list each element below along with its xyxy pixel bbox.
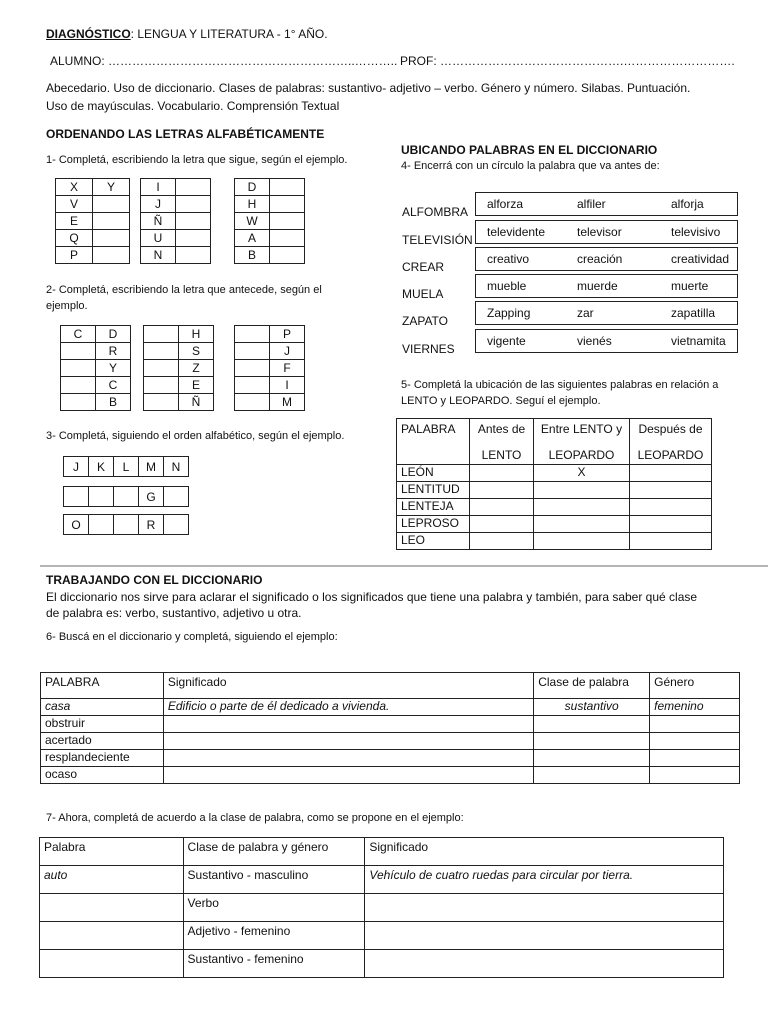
- blank-cell[interactable]: [176, 247, 211, 264]
- ex7-cell[interactable]: [40, 950, 184, 978]
- blank-cell[interactable]: [89, 515, 114, 535]
- ex7-header: Clase de palabra y género: [183, 838, 365, 866]
- letter-cell: K: [89, 457, 114, 477]
- ex4-option[interactable]: vietnamita: [671, 334, 726, 348]
- blank-cell[interactable]: [270, 179, 305, 196]
- ex7-cell[interactable]: [365, 922, 724, 950]
- ex6-example-cell: Edificio o parte de él dedicado a vivienda.: [163, 699, 533, 716]
- ex5-header: PALABRA: [401, 422, 456, 436]
- ex4-word: CREAR: [402, 260, 445, 274]
- ex3-row-3: [63, 514, 189, 535]
- blank-cell[interactable]: [89, 487, 114, 507]
- ex6-answer-cell[interactable]: [650, 750, 740, 767]
- ex3-row-1: [63, 456, 189, 477]
- letter-cell: E: [179, 377, 214, 394]
- ex6-answer-cell[interactable]: [163, 733, 533, 750]
- ex3-instruction: 3- Completá, siguiendo el orden alfabético, según el ejemplo.: [46, 430, 345, 442]
- letter-cell: C: [61, 326, 96, 343]
- ex4-option[interactable]: mueble: [487, 279, 527, 293]
- ex6-word: ocaso: [41, 767, 164, 784]
- ex6-example-cell: sustantivo: [534, 699, 650, 716]
- ex5-cell[interactable]: X: [534, 465, 630, 482]
- ex6-answer-cell[interactable]: [534, 716, 650, 733]
- ex6-answer-cell[interactable]: [163, 767, 533, 784]
- blank-cell[interactable]: [61, 343, 96, 360]
- letter-cell: M: [270, 394, 305, 411]
- ex6-answer-cell[interactable]: [163, 716, 533, 733]
- letter-cell: Y: [93, 179, 130, 196]
- ex5-header: Entre LENTO y: [540, 422, 623, 436]
- ex4-option[interactable]: creativo: [487, 252, 530, 266]
- ex4-instruction: 4- Encerrá con un círculo la palabra que va antes de:: [401, 160, 660, 172]
- ex4-word: MUELA: [402, 287, 444, 301]
- letter-cell: S: [179, 343, 214, 360]
- ex2-grid-3: [234, 325, 305, 411]
- letter-cell: N: [164, 457, 189, 477]
- ex7-class-cell: Sustantivo - femenino: [183, 950, 365, 978]
- page-title: [46, 27, 328, 41]
- ex6-header: Clase de palabra: [534, 673, 650, 699]
- ex2-instruction-2: ejemplo.: [46, 300, 88, 312]
- ex4-option[interactable]: Zapping: [487, 306, 531, 320]
- letter-cell: V: [56, 196, 93, 213]
- ex7-header: Palabra: [40, 838, 184, 866]
- ex6-answer-cell[interactable]: [534, 767, 650, 784]
- ex4-option[interactable]: zapatilla: [671, 306, 716, 320]
- ex2-instruction-1: 2- Completá, escribiendo la letra que antecede, según el: [46, 284, 322, 296]
- blank-cell[interactable]: [93, 247, 130, 264]
- ex7-instruction: 7- Ahora, completá de acuerdo a la clase de palabra, como se propone en el ejemplo:: [46, 812, 464, 824]
- ex1-instruction: 1- Completá, escribiendo la letra que sigue, según el ejemplo.: [46, 154, 348, 166]
- blank-cell[interactable]: [176, 230, 211, 247]
- blank-cell[interactable]: [144, 377, 179, 394]
- ex7-header: Significado: [365, 838, 724, 866]
- blank-cell[interactable]: [164, 515, 189, 535]
- title-prefix: DIAGNÓSTICO: [46, 27, 131, 41]
- blank-cell[interactable]: [270, 196, 305, 213]
- ex6-word: acertado: [41, 733, 164, 750]
- work-paragraph-2: de palabra es: verbo, sustantivo, adjetivo u otra.: [46, 606, 302, 620]
- letter-cell: C: [96, 377, 131, 394]
- ex5-word: LENTITUD: [397, 482, 470, 499]
- ex6-answer-cell[interactable]: [534, 733, 650, 750]
- ex6-example-cell: casa: [41, 699, 164, 716]
- ex6-answer-cell[interactable]: [650, 716, 740, 733]
- letter-cell: B: [235, 247, 270, 264]
- blank-cell[interactable]: [235, 326, 270, 343]
- ex7-class-cell: Sustantivo - masculino: [183, 866, 365, 894]
- ex6-word: resplandeciente: [41, 750, 164, 767]
- ex5-word: LEÓN: [397, 465, 470, 482]
- ex6-word: obstruir: [41, 716, 164, 733]
- ex5-header-line-2: LEOPARDO: [548, 448, 615, 462]
- ex4-word: TELEVISIÓN: [402, 233, 473, 247]
- letter-cell: Y: [96, 360, 131, 377]
- ex3-row-2: [63, 486, 189, 507]
- section-work-title: TRABAJANDO CON EL DICCIONARIO: [46, 573, 263, 587]
- ex5-cell[interactable]: [630, 482, 712, 499]
- blank-cell[interactable]: [235, 343, 270, 360]
- letter-cell: B: [96, 394, 131, 411]
- ex5-cell[interactable]: [534, 533, 630, 550]
- ex4-option[interactable]: vienés: [577, 334, 612, 348]
- ex4-option[interactable]: zar: [577, 306, 594, 320]
- blank-cell[interactable]: [144, 394, 179, 411]
- ex6-example-cell: femenino: [650, 699, 740, 716]
- letter-cell: W: [235, 213, 270, 230]
- ex5-header: Antes de: [477, 422, 526, 436]
- ex5-cell[interactable]: [534, 499, 630, 516]
- blank-cell[interactable]: [93, 213, 130, 230]
- ex1-grid-2: [140, 178, 211, 264]
- ex7-table: [39, 837, 724, 978]
- ex5-header-line-2: LENTO: [481, 448, 522, 462]
- blank-cell[interactable]: [270, 247, 305, 264]
- ex7-class-cell: Adjetivo - femenino: [183, 922, 365, 950]
- ex6-answer-cell[interactable]: [650, 767, 740, 784]
- ex5-table: [396, 418, 712, 550]
- ex5-cell[interactable]: [630, 465, 712, 482]
- letter-cell: J: [270, 343, 305, 360]
- ex4-word: ALFOMBRA: [402, 205, 469, 219]
- ex4-option[interactable]: televidente: [487, 225, 546, 239]
- ex6-header: Género: [650, 673, 740, 699]
- blank-cell[interactable]: [235, 394, 270, 411]
- ex5-word: LEO: [397, 533, 470, 550]
- ex6-answer-cell[interactable]: [650, 733, 740, 750]
- ex5-header: Después de: [638, 422, 703, 436]
- ex6-header: PALABRA: [41, 673, 164, 699]
- letter-cell: O: [64, 515, 89, 535]
- ex5-cell[interactable]: [470, 482, 534, 499]
- ex5-cell[interactable]: [534, 482, 630, 499]
- ex6-table: [40, 672, 740, 784]
- ex7-class-cell: Verbo: [183, 894, 365, 922]
- topics-line-1: Abecedario. Uso de diccionario. Clases de palabras: sustantivo- adjetivo – verbo. Género y número. Silabas. Puntuación.: [46, 81, 691, 95]
- ex2-grid-2: [143, 325, 214, 411]
- letter-cell: J: [64, 457, 89, 477]
- ex5-instruction-1: 5- Completá la ubicación de las siguientes palabras en relación a: [401, 379, 719, 391]
- letter-cell: H: [235, 196, 270, 213]
- ex5-cell[interactable]: [470, 516, 534, 533]
- blank-cell[interactable]: [114, 487, 139, 507]
- topics-line-2: Uso de mayúsculas. Vocabulario. Comprensión Textual: [46, 99, 340, 113]
- ex4-option[interactable]: creación: [577, 252, 623, 266]
- work-paragraph-1: El diccionario nos sirve para aclarar el significado o los significados que tiene una palabra y también, para saber qué clase: [46, 590, 698, 604]
- section-dict-title: UBICANDO PALABRAS EN EL DICCIONARIO: [401, 143, 658, 157]
- section-alpha-title: ORDENANDO LAS LETRAS ALFABÉTICAMENTE: [46, 127, 325, 141]
- letter-cell: D: [96, 326, 131, 343]
- letter-cell: Q: [56, 230, 93, 247]
- ex7-cell: auto: [40, 866, 184, 894]
- ex5-cell[interactable]: [630, 516, 712, 533]
- ex4-option[interactable]: alforja: [671, 197, 704, 211]
- blank-cell[interactable]: [114, 515, 139, 535]
- ex5-instruction-2: LENTO y LEOPARDO. Seguí el ejemplo.: [401, 395, 601, 407]
- ex5-word: LEPROSO: [397, 516, 470, 533]
- letter-cell: I: [270, 377, 305, 394]
- blank-cell[interactable]: [270, 213, 305, 230]
- blank-cell[interactable]: [93, 230, 130, 247]
- ex7-cell[interactable]: [40, 894, 184, 922]
- ex5-cell[interactable]: [470, 465, 534, 482]
- letter-cell: E: [56, 213, 93, 230]
- blank-cell[interactable]: [61, 394, 96, 411]
- ex5-cell[interactable]: [630, 533, 712, 550]
- blank-cell[interactable]: [176, 196, 211, 213]
- ex4-option[interactable]: vigente: [487, 334, 526, 348]
- blank-cell[interactable]: [270, 230, 305, 247]
- letter-cell: P: [270, 326, 305, 343]
- blank-cell[interactable]: [144, 326, 179, 343]
- ex7-cell[interactable]: [40, 922, 184, 950]
- ex6-answer-cell[interactable]: [163, 750, 533, 767]
- blank-cell[interactable]: [61, 377, 96, 394]
- blank-cell[interactable]: [176, 179, 211, 196]
- letter-cell: X: [56, 179, 93, 196]
- blank-cell[interactable]: [61, 360, 96, 377]
- blank-cell[interactable]: [93, 196, 130, 213]
- ex4-word: VIERNES: [402, 342, 455, 356]
- ex5-cell[interactable]: [534, 516, 630, 533]
- letter-cell: R: [139, 515, 164, 535]
- letter-cell: R: [96, 343, 131, 360]
- title-rest: : LENGUA Y LITERATURA - 1° AÑO.: [130, 27, 328, 41]
- ex6-instruction: 6- Buscá en el diccionario y completá, siguiendo el ejemplo:: [46, 631, 338, 643]
- letter-cell: P: [56, 247, 93, 264]
- ex4-option[interactable]: televisor: [577, 225, 622, 239]
- ex5-cell[interactable]: [470, 533, 534, 550]
- ex5-cell[interactable]: [630, 499, 712, 516]
- letter-cell: D: [235, 179, 270, 196]
- ex6-answer-cell[interactable]: [534, 750, 650, 767]
- ex4-option[interactable]: alforza: [487, 197, 524, 211]
- blank-cell[interactable]: [64, 487, 89, 507]
- letter-cell: Z: [179, 360, 214, 377]
- ex2-grid-1: [60, 325, 131, 411]
- letter-cell: Ñ: [179, 394, 214, 411]
- ex4-word: ZAPATO: [402, 314, 449, 328]
- ex4-option[interactable]: muerde: [577, 279, 618, 293]
- ex1-grid-1: [55, 178, 130, 264]
- letter-cell: J: [141, 196, 176, 213]
- letter-cell: L: [114, 457, 139, 477]
- blank-cell[interactable]: [144, 343, 179, 360]
- ex4-option[interactable]: muerte: [671, 279, 709, 293]
- letter-cell: F: [270, 360, 305, 377]
- letter-cell: G: [139, 487, 164, 507]
- prof-field[interactable]: PROF: ……………………………………….……………………….: [400, 54, 735, 68]
- letter-cell: N: [141, 247, 176, 264]
- blank-cell[interactable]: [176, 213, 211, 230]
- ex5-header-line-2: LEOPARDO: [637, 448, 704, 462]
- ex5-cell[interactable]: [470, 499, 534, 516]
- letter-cell: Ñ: [141, 213, 176, 230]
- letter-cell: A: [235, 230, 270, 247]
- letter-cell: H: [179, 326, 214, 343]
- ex6-header: Significado: [163, 673, 533, 699]
- ex7-cell[interactable]: [365, 894, 724, 922]
- ex4-option[interactable]: alfiler: [577, 197, 606, 211]
- letter-cell: U: [141, 230, 176, 247]
- letter-cell: M: [139, 457, 164, 477]
- blank-cell[interactable]: [144, 360, 179, 377]
- blank-cell[interactable]: [164, 487, 189, 507]
- ex7-cell[interactable]: [365, 950, 724, 978]
- alumno-field[interactable]: ALUMNO: ……………………………………………………..………..: [50, 54, 398, 68]
- ex4-option[interactable]: creatividad: [671, 252, 730, 266]
- blank-cell[interactable]: [235, 377, 270, 394]
- letter-cell: I: [141, 179, 176, 196]
- ex7-cell: Vehículo de cuatro ruedas para circular por tierra.: [365, 866, 724, 894]
- ex4-option[interactable]: televisivo: [671, 225, 721, 239]
- blank-cell[interactable]: [235, 360, 270, 377]
- ex5-word: LENTEJA: [397, 499, 470, 516]
- ex1-grid-3: [234, 178, 305, 264]
- section-divider: [40, 565, 768, 567]
